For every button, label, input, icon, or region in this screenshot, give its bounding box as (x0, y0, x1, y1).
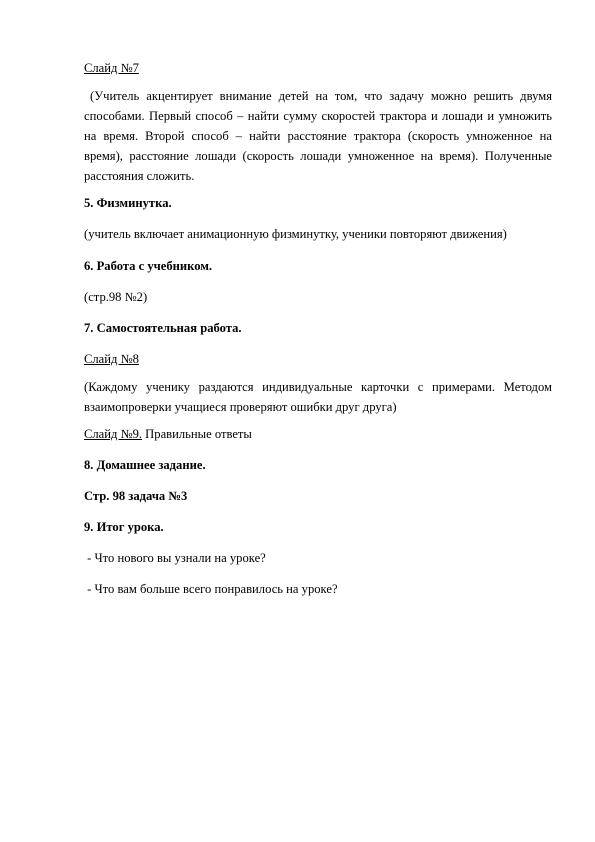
slide-9-text: Правильные ответы (142, 427, 252, 441)
question-2: - Что вам больше всего понравилось на уроке? (84, 582, 338, 596)
slide-7-paragraph: (Учитель акцентирует внимание детей на том, что задачу можно решить двумя способами. Первый способ – найти сумму скоростей трактора и лошади и умножить на время. Второй способ – найти расстояние трактора (скорость умноженное на время), расстояние лошади (скорость лошади умноженное на время). Полученные расстояния сложить. (84, 89, 552, 183)
section-5-heading: 5. Физминутка. (84, 196, 172, 210)
question-1: - Что нового вы узнали на уроке? (84, 551, 266, 565)
section-7-heading: 7. Самостоятельная работа. (84, 321, 242, 335)
section-8-heading: 8. Домашнее задание. (84, 458, 206, 472)
section-6-heading: 6. Работа с учебником. (84, 259, 213, 273)
slide-9-heading: Слайд №9. (84, 427, 143, 441)
section-6-paragraph: (стр.98 №2) (84, 290, 148, 304)
section-9-heading: 9. Итог урока. (84, 520, 164, 534)
slide-9-line (84, 424, 552, 444)
slide-7-heading: Слайд №7 (84, 61, 139, 75)
section-5-paragraph: (учитель включает анимационную физминутку, ученики повторяют движения) (84, 227, 507, 241)
slide-8-paragraph: (Каждому ученику раздаются индивидуальные карточки с примерами. Методом взаимопроверки учащиеся проверяют ошибки друг друга) (84, 380, 552, 414)
homework-text: Стр. 98 задача №3 (84, 489, 188, 503)
slide-8-heading: Слайд №8 (84, 352, 139, 366)
